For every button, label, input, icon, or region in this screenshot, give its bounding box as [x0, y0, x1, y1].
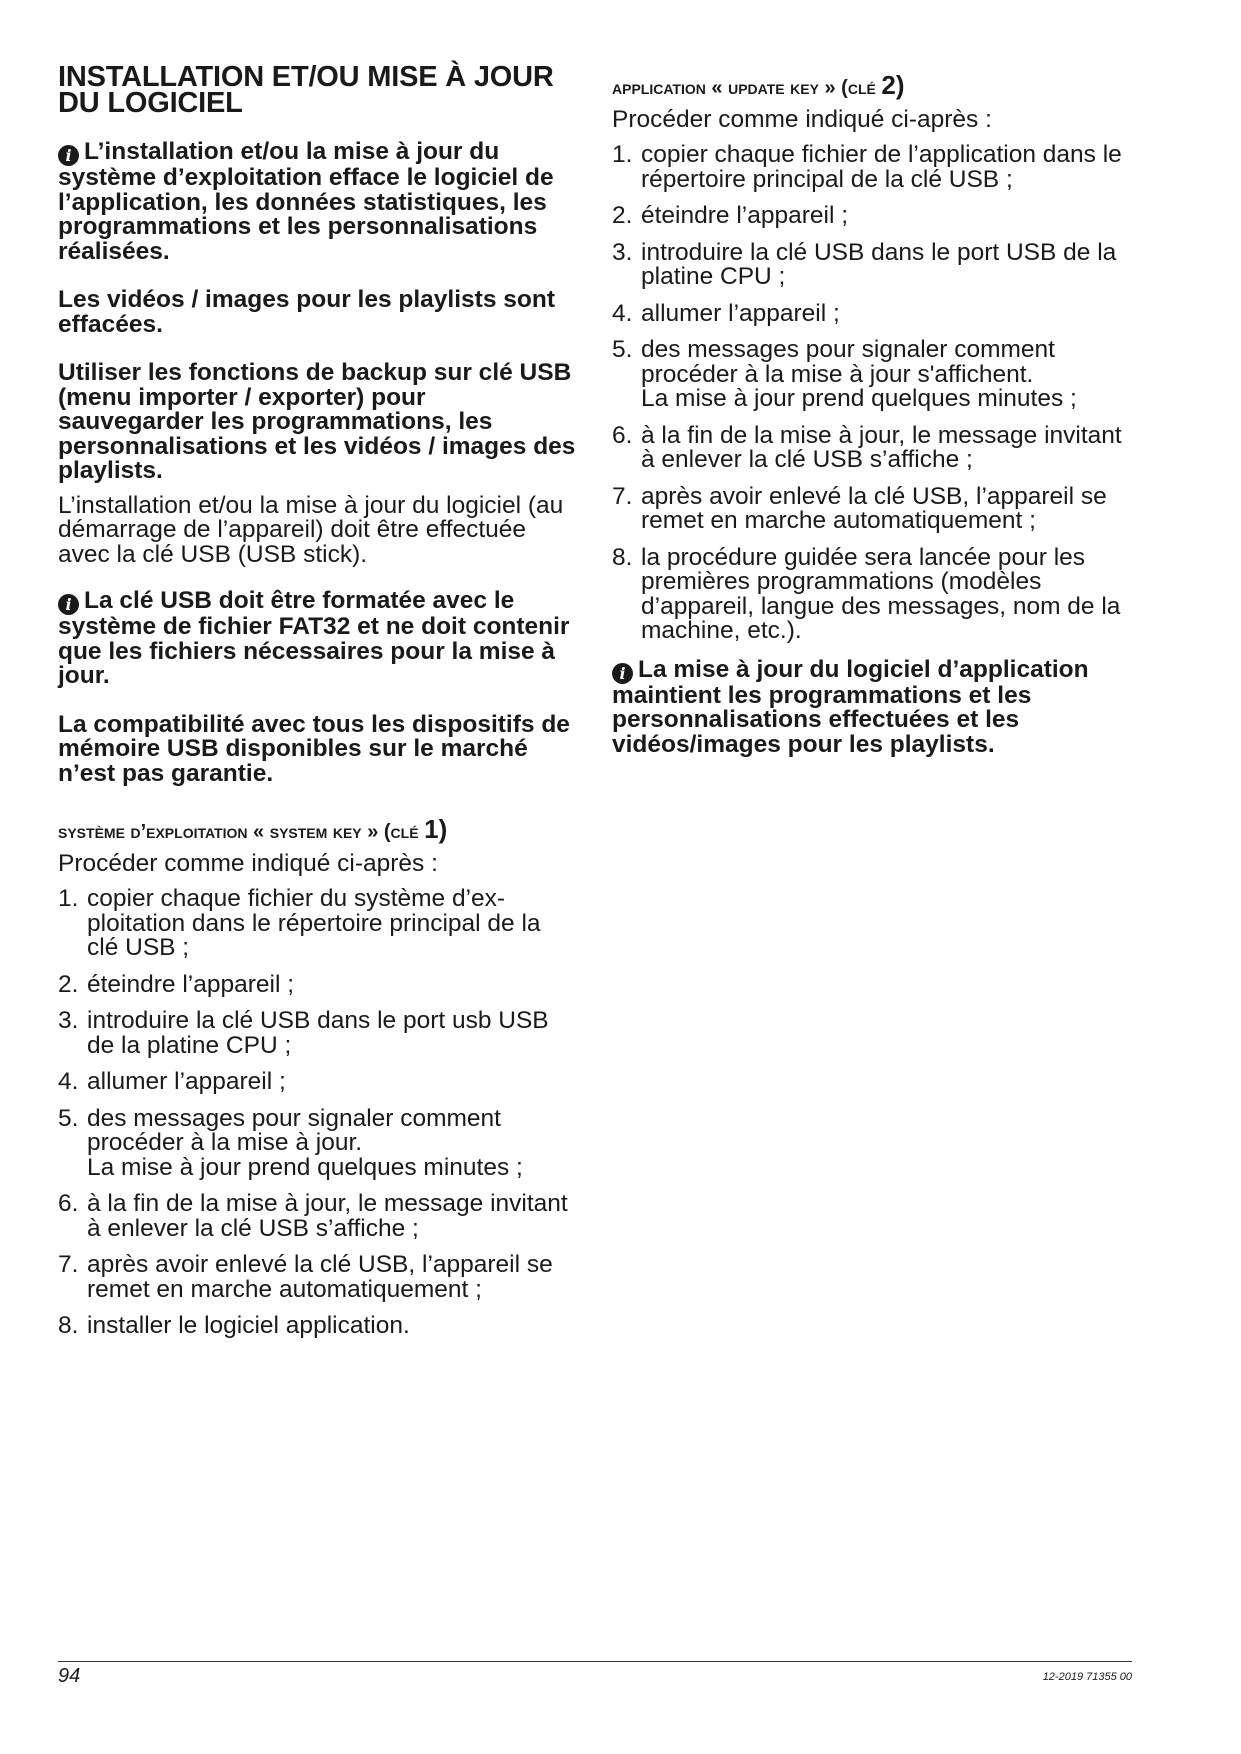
- install-paragraph: L’installation et/ou la mise à jour du logiciel (au démarrage de l’appareil) doit être effectuée avec la clé USB (USB stick).: [58, 491, 564, 568]
- list-item: 5. des messages pour signaler comment procéder à la mise à jour s'affichent. La mise à jour prend quelques minutes ;: [612, 336, 1077, 412]
- right-column: [612, 58, 1132, 781]
- document-code: 12-2019 71355 00: [1042, 1671, 1132, 1683]
- left-column: [58, 58, 578, 1351]
- list-item: 7. après avoir enlevé la clé USB, l’appareil se remet en marche automatiquement ;: [612, 482, 1107, 534]
- list-item: 6. à la fin de la mise à jour, le message invitant à enlever la clé USB s’affiche ;: [612, 421, 1122, 473]
- section-intro: Procéder comme indiqué ci-après :: [612, 106, 992, 133]
- list-item: 3. introduire la clé USB dans le port usb USB de la platine CPU ;: [58, 1007, 549, 1059]
- list-item: 4. allumer l’appareil ;: [612, 299, 840, 327]
- note-fat32: i La clé USB doit être formatée avec le système de fichier FAT32 et ne doit contenir que les fichiers nécessaires pour la mise à jour.: [58, 587, 570, 689]
- steps-list-update-key: [612, 143, 1132, 644]
- info-icon: i: [58, 145, 79, 166]
- list-item: 8. installer le logiciel application.: [58, 1312, 410, 1339]
- list-item: 6. à la fin de la mise à jour, le message invitant à enlever la clé USB s’affiche ;: [58, 1190, 568, 1242]
- page-title: INSTALLATION ET/OU MISE À JOUR DU LOGICIEL: [58, 61, 554, 119]
- list-item: 2. éteindre l’appareil ;: [58, 970, 295, 998]
- list-item: 5. des messages pour signaler comment procéder à la mise à jour. La mise à jour prend quelques minutes ;: [58, 1104, 523, 1181]
- info-icon: i: [612, 663, 633, 684]
- list-item: 1. copier chaque fichier de l’application dans le répertoire principal de la clé USB ;: [612, 141, 1122, 193]
- note-keeps-settings: i La mise à jour du logiciel d’application maintient les programmations et les personnalisations effectuées et les vidéos/images pour les playlists.: [612, 655, 1089, 758]
- footer-divider: [58, 1661, 1132, 1662]
- list-item: 1. copier chaque fichier du système d’exploitation dans le répertoire principal de la clé USB ;: [58, 885, 541, 961]
- page-number: 94: [58, 1665, 81, 1687]
- section-title-system-key: système d’exploitation « system key » (clé 1): [58, 814, 448, 844]
- list-item: 8. la procédure guidée sera lancée pour les premières programmations (modèles d’appareil, langue des messages, nom de la machine, etc.).: [612, 543, 1121, 644]
- info-icon: i: [58, 594, 79, 615]
- note-compatibility: La compatibilité avec tous les dispositifs de mémoire USB disponibles sur le marché n’est pas garantie.: [58, 710, 570, 787]
- warning-playlists-erased: Les vidéos / images pour les playlists sont effacées.: [58, 286, 555, 338]
- warning-os-erase: i L’installation et/ou la mise à jour du système d’exploitation efface le logiciel de l’application, les données statistiques, les programmations et les personnalisations réalisées.: [58, 138, 554, 265]
- steps-list-system-key: [58, 887, 578, 1339]
- section-intro: Procéder comme indiqué ci-après :: [58, 850, 438, 877]
- list-item: 2. éteindre l’appareil ;: [612, 202, 849, 229]
- warning-backup: Utiliser les fonctions de backup sur clé USB (menu importer / exporter) pour sauvegarder les programmations, les personnalisations et les vidéos / images des playlists.: [58, 359, 576, 484]
- section-title-update-key: application « update key » (clé 2): [612, 70, 905, 100]
- list-item: 3. introduire la clé USB dans le port USB de la platine CPU ;: [612, 238, 1117, 290]
- list-item: 4. allumer l’appareil ;: [58, 1068, 286, 1095]
- list-item: 7. après avoir enlevé la clé USB, l’appareil se remet en marche automatiquement ;: [58, 1251, 553, 1303]
